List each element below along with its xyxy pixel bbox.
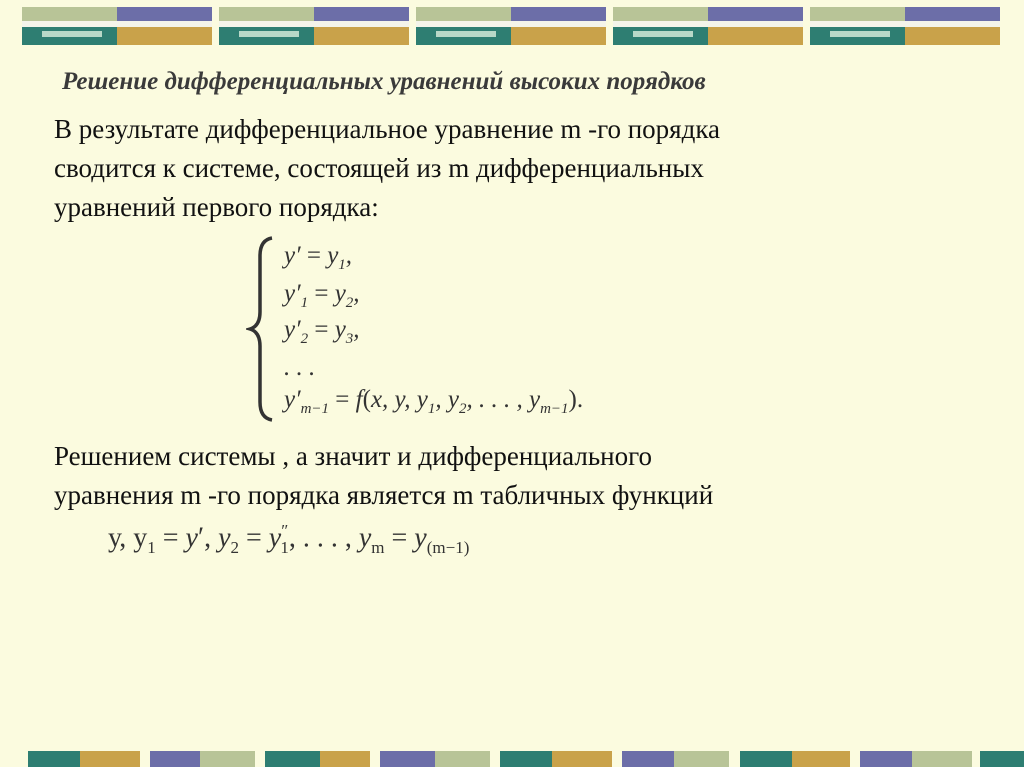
- equation-system: [246, 234, 766, 424]
- strip-segment: [674, 751, 729, 767]
- strip-segment: [28, 751, 80, 767]
- banner-tile: [416, 7, 606, 45]
- strip-segment: [552, 751, 612, 767]
- strip-segment: [435, 751, 490, 767]
- banner-tile: [810, 7, 1000, 45]
- banner-tile: [219, 7, 409, 45]
- strip-segment: [740, 751, 792, 767]
- strip-segment: [80, 751, 140, 767]
- equation-line: $y'_1 = y_2$,: [284, 280, 360, 311]
- functions-formula: у, $у_1 = y'$, $y_2 = y''_1$, . . . , $y_m = y_{(m-1)}$: [108, 521, 470, 557]
- result-paragraph: [54, 437, 713, 515]
- text-line: сводится к системе, состоящей из m дифференциальных: [54, 153, 704, 183]
- strip-segment: [860, 751, 912, 767]
- banner-tile: [22, 7, 212, 45]
- slide-title: Решение дифференциальных уравнений высоких порядков: [62, 68, 706, 95]
- text-line: Решением системы , а значит и дифференциального: [54, 441, 653, 471]
- strip-segment: [150, 751, 200, 767]
- text-line: уравнения m -го порядка является m табличных функций: [54, 480, 714, 510]
- strip-segment: [792, 751, 850, 767]
- equation-line: $y'_2 = y_3$,: [284, 316, 360, 347]
- top-decorative-banner: [0, 0, 1024, 48]
- banner-tile: [613, 7, 803, 45]
- left-brace-icon: [246, 234, 286, 424]
- strip-segment: [320, 751, 370, 767]
- bottom-decorative-strip: [0, 751, 1024, 767]
- equation-line: . . .: [284, 354, 316, 381]
- intro-paragraph: [54, 110, 720, 227]
- strip-segment: [380, 751, 435, 767]
- strip-segment: [912, 751, 972, 767]
- strip-segment: [265, 751, 320, 767]
- equation-line: $y'_{m-1} = f(x$, y, $y_1$, $y_2$, . . . , $y_{m-1}$).: [284, 386, 584, 417]
- text-line: уравнений первого порядка:: [54, 192, 379, 222]
- equation-line: $y' = y_1$,: [284, 242, 353, 273]
- text-line: В результате дифференциальное уравнение m -го порядка: [54, 114, 721, 144]
- strip-segment: [622, 751, 674, 767]
- strip-segment: [500, 751, 552, 767]
- strip-segment: [980, 751, 1024, 767]
- strip-segment: [200, 751, 255, 767]
